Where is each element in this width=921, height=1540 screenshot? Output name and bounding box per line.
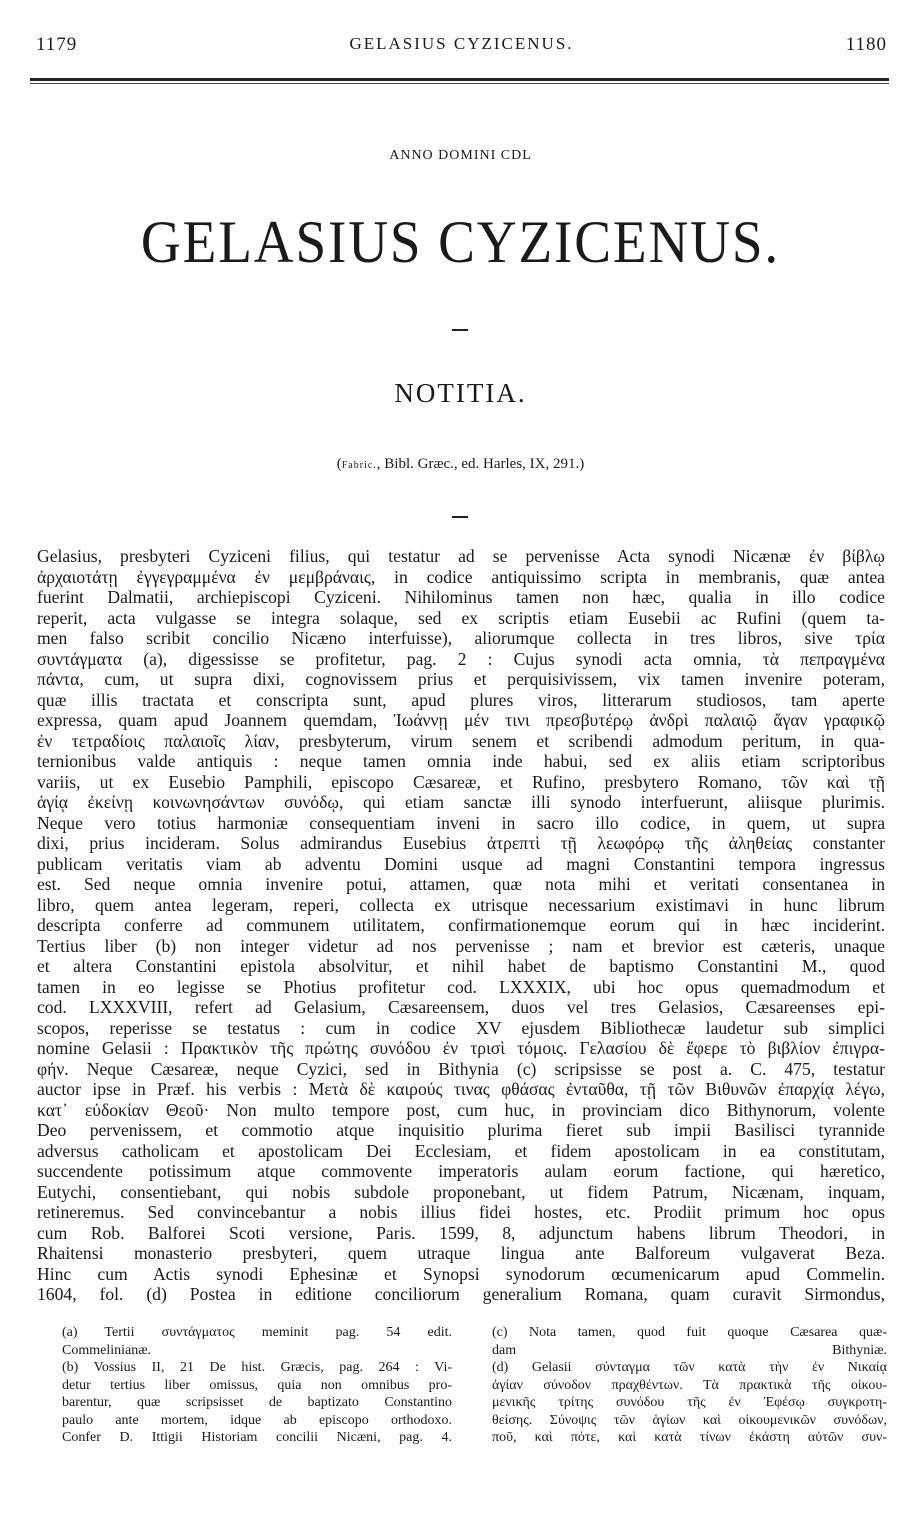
footnote-line: (a) Tertii συντάγματος meminit pag. 54 edit. xyxy=(62,1325,452,1340)
footnotes-left xyxy=(62,1324,452,1447)
body-line: Neque vero totius harmoniæ consequentiam inveni in sacro illo codice, in quem, ut supra xyxy=(37,812,885,833)
source-prefix: ( xyxy=(336,456,342,472)
footnote-line: ἁγίαν σύνοδον πραχθέντων. Τὰ πρακτικὰ τῆς οἰκου- xyxy=(492,1377,887,1393)
body-line: φήν. Neque Cæsareæ, neque Cyzici, sed in Bithynia (c) scripsisse se post a. C. 475, testatur xyxy=(37,1058,885,1079)
body-line: ἐν τετραδίοις παλαιοῖς λίαν, presbyterum, virum senem et scribendi admodum peritum, in qua- xyxy=(37,730,885,751)
anno-line: ANNO DOMINI CDL xyxy=(389,148,532,163)
body-line: expressa, quam apud Joannem quemdam, Ἰωάννῃ μέν τινι πρεσβυτέρῳ ἀνδρὶ παλαιῷ ἄγαν γραφικῷ xyxy=(37,710,885,730)
body-line: Tertius liber (b) non integer videtur ad nos pervenisse ; nam et brevior est cæteris, unaque xyxy=(37,935,885,956)
footnote-line: detur tertius liber omissus, quia non omnibus pro- xyxy=(62,1377,452,1393)
body-line: πάντα, cum, ut supra dixi, cognovissem prius et perquisivissem, vix tamen invenire poteram, xyxy=(37,669,885,689)
footnote-line: μενικῆς τρίτης συνόδου τῆς ἐν Ἐφέσῳ συγκροτη- xyxy=(492,1395,887,1410)
separator-dash xyxy=(452,329,468,331)
footnote-line: Commelinianæ. xyxy=(62,1342,152,1358)
column-number-right: 1180 xyxy=(845,34,887,55)
body-text xyxy=(37,546,885,1305)
footnotes-right xyxy=(492,1324,887,1447)
body-line: cod. LXXXVIII, refert ad Gelasium, Cæsareensem, duos vel tres Gelasios, Cæsareenses epi- xyxy=(37,997,885,1017)
body-line: est. Sed neque omnia invenire potui, attamen, quæ nota mihi et veritati consentanea in xyxy=(37,874,885,894)
main-title: GELASIUS CYZICENUS. xyxy=(140,209,781,275)
body-line: dixi, prius incideram. Solus admirandus Eusebius ἀτρεπτὶ τῇ λεωφόρῳ τῆς ἀληθείας constanter xyxy=(37,833,885,853)
body-line: Deo pervenissem, et commotio atque inquisitio plurima fieret sub impii Basilisci tyrannide xyxy=(37,1120,885,1140)
body-line: κατ᾽ εὐδοκίαν Θεοῦ· Non multo tempore post, cum huc, in provinciam dico Bithynorum, volente xyxy=(37,1099,885,1120)
body-line: nomine Gelasii : Πρακτικὸν τῆς πρώτης συνόδου ἐν τρισὶ τόμοις. Γελασίου δὲ ἔφερε τὸ βιβλίον ἐπιγρα- xyxy=(37,1038,885,1058)
body-line: ἀρχαιοτάτῃ ἐγγεγραμμένα ἐν μεμβράναις, in codice antiquissimo scripta in membranis, quæ antea xyxy=(37,566,885,587)
body-line: publicam veritatis viam ab adventu Domini usque ad magni Constantini tempora ingressus xyxy=(37,853,885,874)
body-line: Eutychi, consentiebant, qui nobis subdole proponebant, ut fidem Patrum, Nicænam, inquam, xyxy=(37,1181,885,1202)
body-line: Rhaitensi monasterio presbyteri, quem utraque lingua ante Balforeum vulgaverat Beza. xyxy=(37,1243,885,1263)
body-line: et altera Constantini epistola absolvitur, et nihil habet de baptismo Constantini M., quod xyxy=(37,956,885,976)
body-line: adversus catholicam et apostolicam Dei Ecclesiam, et fidem apostolicam in ea constitutam, xyxy=(37,1140,885,1161)
source-citation xyxy=(0,456,921,473)
footnote-line: dam Bithyniæ. xyxy=(492,1342,887,1358)
source-rest: , Bibl. Græc., ed. Harles, IX, 291.) xyxy=(376,456,585,472)
body-line: men falso scribit concilio Nicæno interfuisse), aliorumque collecta in tres libros, sive τρία xyxy=(37,628,885,648)
footnote-line: (c) Nota tamen, quod fuit quoque Cæsarea quæ- xyxy=(492,1325,887,1340)
footnote-line: paulo ante mortem, idque ab episcopo orthodoxo. xyxy=(62,1412,452,1428)
body-line: Gelasius, presbyteri Cyziceni filius, qui testatur ad se pervenisse Acta synodi Nicænæ ἐν βίβλῳ xyxy=(37,546,885,566)
body-line: fuerint Dalmatii, archiepiscopi Cyziceni. Nihilominus tamen non hæc, qualia in illo codice xyxy=(37,587,885,607)
footnote-line: θείσης. Σύνοψις τῶν ἁγίων καὶ οἰκουμενικῶν συνόδων, xyxy=(492,1412,887,1428)
body-line: ternionibus valde antiquis : neque tamen omnia inde habui, sed ex aliis etiam scriptoribus xyxy=(37,751,885,771)
footnote-line: (d) Gelasii σύνταγμα τῶν κατὰ τὴν ἐν Νικαίᾳ xyxy=(492,1360,887,1375)
body-line: scopos, reperisse se testatus : cum in codice XV ejusdem Bibliothecæ laudetur sub simplici xyxy=(37,1017,885,1038)
body-line: libro, quem antea legeram, reperi, collecta ex utrisque necessarium existimavi in hunc librum xyxy=(37,894,885,915)
section-title: NOTITIA. xyxy=(394,378,527,408)
column-number-left: 1179 xyxy=(36,34,78,55)
source-smallcaps: Fabric. xyxy=(341,460,377,471)
running-head-title: GELASIUS CYZICENUS. xyxy=(349,34,574,53)
footnote-line: Confer D. Ittigii Historiam concilii Nicæni, pag. 4. xyxy=(62,1430,452,1445)
header-rule xyxy=(30,78,889,81)
body-line: retineremus. Sed convincebantur a nobis illius fidei hostes, etc. Prodiit primum hoc opus xyxy=(37,1202,885,1222)
body-line: Hinc cum Actis synodi Ephesinæ et Synopsi synodorum œcumenicarum apud Commelin. xyxy=(37,1263,885,1284)
footnote-line: ποῦ, καὶ πότε, καὶ κατὰ τίνων ἑκάστη αὐτῶν συν- xyxy=(492,1430,887,1445)
body-line: variis, ut ex Eusebio Pamphili, episcopo Cæsareæ, et Rufino, presbytero Romano, τῶν καὶ τῇ xyxy=(37,771,885,792)
body-line: auctor ipse in Præf. his verbis : Μετὰ δὲ καιρούς τινας φθάσας ἐνταῦθα, τῇ τῶν Βιθυνῶν ἐπαρχίᾳ λέγω, xyxy=(37,1079,885,1099)
body-line: reperit, acta vulgasse se integra solaque, sed ex scriptis etiam Eusebii ac Rufini (quem ta- xyxy=(37,607,885,628)
running-head xyxy=(36,34,887,56)
footnote-line: (b) Vossius II, 21 De hist. Græcis, pag. 264 : Vi- xyxy=(62,1360,452,1375)
body-line: quæ illis tractata et conscripta sunt, apud plures viros, litterarum studiosos, tam aperte xyxy=(37,689,885,710)
header-rule-thin xyxy=(30,83,889,84)
body-line: συντάγματα (a), digessisse se profitetur, pag. 2 : Cujus synodi acta omnia, τὰ πεπραγμένα xyxy=(37,648,885,669)
body-line: cum Rob. Balforei Scoti versione, Paris. 1599, 8, adjunctum habens librum Theodori, in xyxy=(37,1222,885,1243)
body-line: ἁγίᾳ ἐκείνῃ κοινωνησάντων συνόδῳ, qui etiam sanctæ illi synodo interfuerunt, aliisque plurimis. xyxy=(37,792,885,812)
body-line: succendente potissimum atque commovente imperatoris aulam eorum factione, qui hæretico, xyxy=(37,1161,885,1181)
separator-dash xyxy=(452,516,468,518)
body-line: descripta conferre ad communem utilitatem, confirmationemque eorum qui in hæc inciderint. xyxy=(37,915,885,935)
body-line: 1604, fol. (d) Postea in editione conciliorum generalium Romana, quam curavit Sirmondus, xyxy=(37,1284,885,1304)
body-line: tamen in eo legisse se Photius profitetur cod. LXXXIX, ubi hoc opus quemadmodum et xyxy=(37,976,885,997)
footnote-line: barentur, quæ scripsisset de baptizato Constantino xyxy=(62,1395,452,1410)
